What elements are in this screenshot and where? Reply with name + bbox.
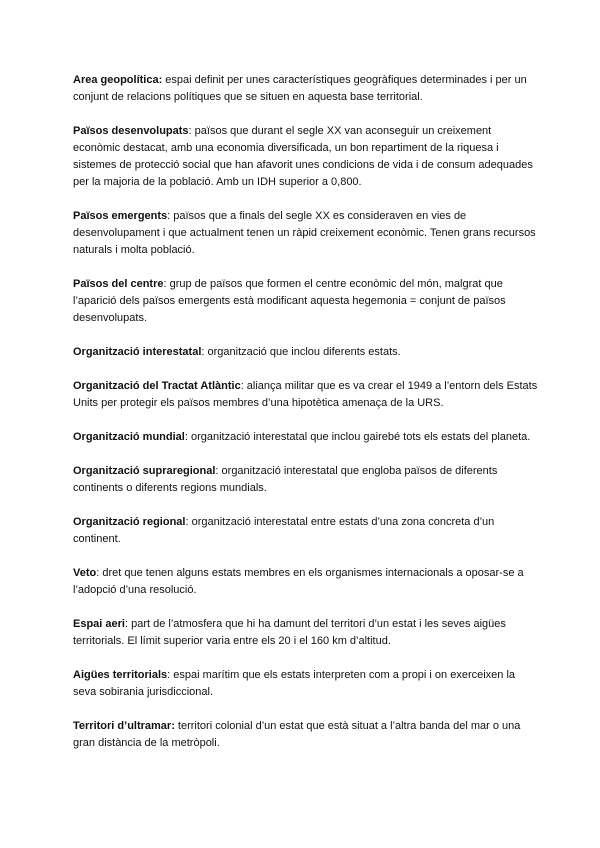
glossary-term: Organització mundial [73, 431, 185, 443]
glossary-term: Organització supraregional [73, 465, 216, 477]
glossary-definition: : espai marítim que els estats interpreten com a propi i on exerceixen la seva sobirania jurisdiccional. [73, 669, 516, 698]
glossary-definition: : dret que tenen alguns estats membres en els organismes internacionals a oposar-se a l’adopció d’una resolució. [73, 567, 524, 596]
glossary-entry-espai-aeri [73, 616, 538, 650]
glossary-entry-organitzacio-tractat-atlantic [73, 378, 538, 412]
glossary-entry-organitzacio-interestatal [73, 344, 538, 361]
glossary-definition: espai definit per unes característiques geogràfiques determinades i per un conjunt de relacions polítiques que se situen en aquesta base territorial. [73, 74, 527, 103]
glossary-term: Territori d’ultramar: [73, 720, 175, 732]
glossary-definition: : organització interestatal entre estats d’una zona concreta d’un continent. [73, 516, 495, 545]
glossary-entry-paisos-del-centre [73, 276, 538, 327]
glossary-term: Organització interestatal [73, 346, 202, 358]
glossary-document [73, 72, 538, 769]
glossary-term: Països emergents [73, 210, 168, 222]
glossary-term: Espai aeri [73, 618, 125, 630]
glossary-definition: territori colonial d’un estat que està situat a l’altra banda del mar o una gran distància de la metròpoli. [73, 720, 521, 749]
glossary-entry-paisos-emergents [73, 208, 538, 259]
glossary-entry-organitzacio-regional [73, 514, 538, 548]
glossary-definition: : grup de països que formen el centre econòmic del món, malgrat que l’aparició dels països emergents està modificant aquesta hegemonia = conjunt de països desenvolupats. [73, 278, 506, 324]
glossary-term: Area geopolítica: [73, 74, 163, 86]
glossary-entry-paisos-desenvolupats [73, 123, 538, 191]
glossary-definition: : organització interestatal que engloba països de diferents continents o diferents regions mundials. [73, 465, 498, 494]
glossary-definition: : part de l’atmosfera que hi ha damunt del territori d’un estat i les seves aigües territorials. El límit superior varia entre els 20 i el 160 km d’altitud. [73, 618, 506, 647]
glossary-term: Països del centre [73, 278, 164, 290]
glossary-term: Països desenvolupats [73, 125, 189, 137]
glossary-term: Organització del Tractat Atlàntic [73, 380, 241, 392]
glossary-term: Aigües territorials [73, 669, 168, 681]
glossary-entry-territori-ultramar [73, 718, 538, 752]
glossary-definition: : organització que inclou diferents estats. [201, 346, 401, 358]
glossary-definition: : països que a finals del segle XX es consideraven en vies de desenvolupament i que actualment tenen un ràpid creixement econòmic. Tenen grans recursos naturals i molta població. [73, 210, 536, 256]
glossary-entry-organitzacio-supraregional [73, 463, 538, 497]
glossary-entry-veto [73, 565, 538, 599]
glossary-entry-organitzacio-mundial [73, 429, 538, 446]
glossary-entry-area-geopolitica [73, 72, 538, 106]
glossary-entry-aigues-territorials [73, 667, 538, 701]
glossary-definition: : organització interestatal que inclou gairebé tots els estats del planeta. [184, 431, 531, 443]
glossary-definition: : aliança militar que es va crear el 1949 a l’entorn dels Estats Units per protegir els països membres d’una hipotètica amenaça de la URS. [73, 380, 538, 409]
glossary-definition: : països que durant el segle XX van aconseguir un creixement econòmic destacat, amb una economia diversificada, un bon repartiment de la riquesa i sistemes de protecció social que han afavorit unes condicions de vida i de consum adequades per la majoria de la població. Amb un IDH superior a 0,800. [73, 125, 533, 188]
glossary-term: Organització regional [73, 516, 186, 528]
glossary-term: Veto [73, 567, 97, 579]
